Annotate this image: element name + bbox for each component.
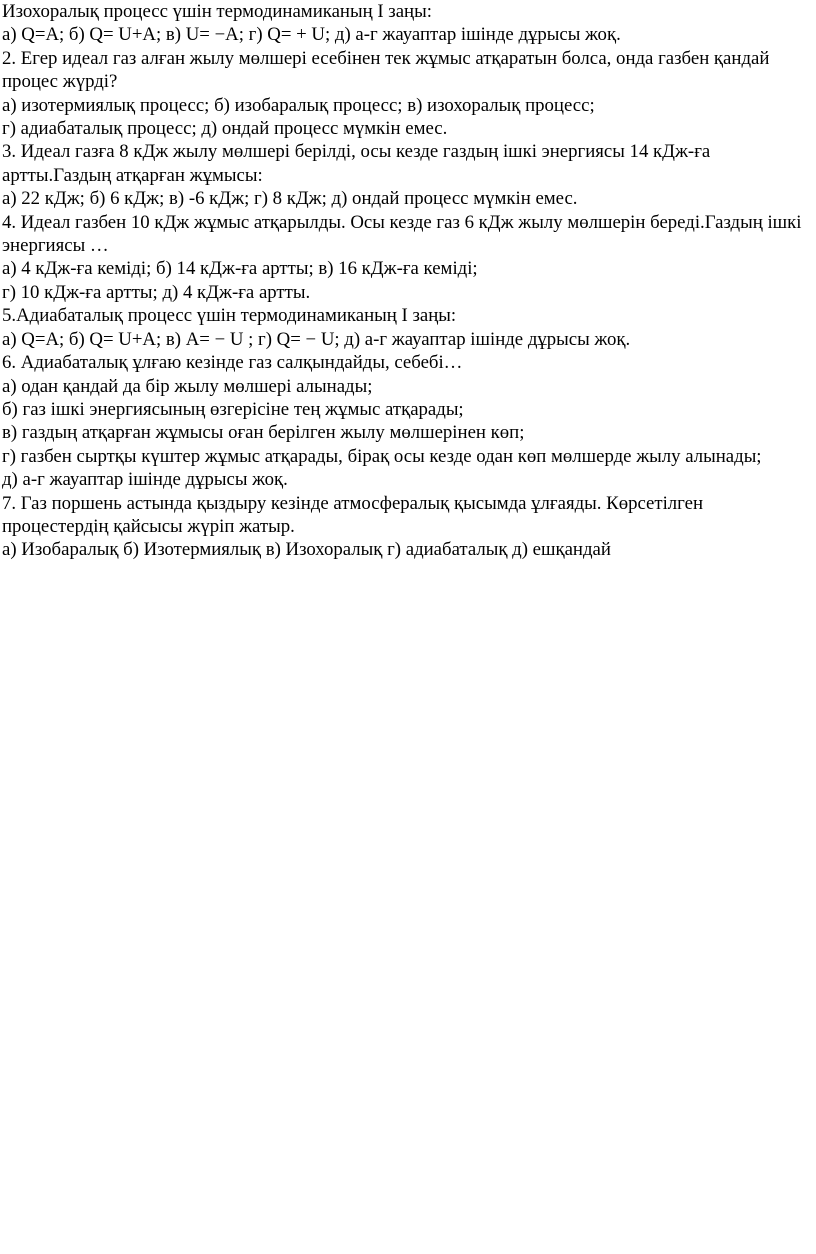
question-6-option-e: д) а-г жауаптар ішінде дұрысы жоқ. [2,469,288,491]
question-2-options-b: г) адиабаталық процесс; д) ондай процесс мүмкін емес. [2,118,448,140]
question-6-option-a: а) одан қандай да бір жылу мөлшері алынады; [2,375,373,397]
question-4-options-a: а) 4 кДж-ға кеміді; б) 14 кДж-ға артты; в) 16 кДж-ға кеміді; [2,258,478,280]
question-1-options: а) Q=A; б) Q= U+A; в) U= −A; г) Q= + U; д) а-г жауаптар ішінде дұрысы жоқ. [2,24,621,46]
question-5-options: а) Q=A; б) Q= U+A; в) A= − U ; г) Q= − U; д) а-г жауаптар ішінде дұрысы жоқ. [2,328,631,350]
question-3-options: а) 22 кДж; б) 6 кДж; в) -6 кДж; г) 8 кДж; д) ондай процесс мүмкін емес. [2,188,578,210]
question-4-title: 4. Идеал газбен 10 кДж жұмыс атқарылды. Осы кезде газ 6 кДж жылу мөлшерін береді.Газдың ішкі энергиясы … [2,211,807,257]
question-4-options-b: г) 10 кДж-ға артты; д) 4 кДж-ға артты. [2,281,311,303]
question-6-option-b: б) газ ішкі энергиясының өзгерісіне тең жұмыс атқарады; [2,398,464,420]
document-text [2,0,807,562]
question-5-title: 5.Адиабаталық процесс үшін термодинамиканың I заңы: [2,305,457,327]
question-7-options: а) Изобаралық б) Изотермиялық в) Изохоралық г) адиабаталық д) ешқандай [2,539,611,561]
question-1-title: Изохоралық процесс үшін термодинамиканың I заңы: [2,1,432,22]
question-7-title: 7. Газ поршень астында қыздыру кезінде атмосфералық қысымда ұлғаяды. Көрсетілген процестердің қайсысы жүріп жатыр. [2,492,708,537]
question-2-options-a: а) изотермиялық процесс; б) изобаралық процесс; в) изохоралық процесс; [2,94,595,116]
question-3-title: 3. Идеал газға 8 кДж жылу мөлшері берілді, осы кезде газдың ішкі энергиясы 14 кДж-ға артты.Газдың атқарған жұмысы: [2,141,715,186]
question-6-title: 6. Адиабаталық ұлғаю кезінде газ салқындайды, себебі… [2,352,463,374]
question-6-option-c: в) газдың атқарған жұмысы оған берілген жылу мөлшерінен көп; [2,422,525,444]
question-6-option-d: г) газбен сыртқы күштер жұмыс атқарады, бірақ осы кезде одан көп мөлшерде жылу алынады; [2,445,762,467]
question-2-title: 2. Егер идеал газ алған жылу мөлшері есебінен тек жұмыс атқаратын болса, онда газбен қандай процес жүрді? [2,47,775,93]
